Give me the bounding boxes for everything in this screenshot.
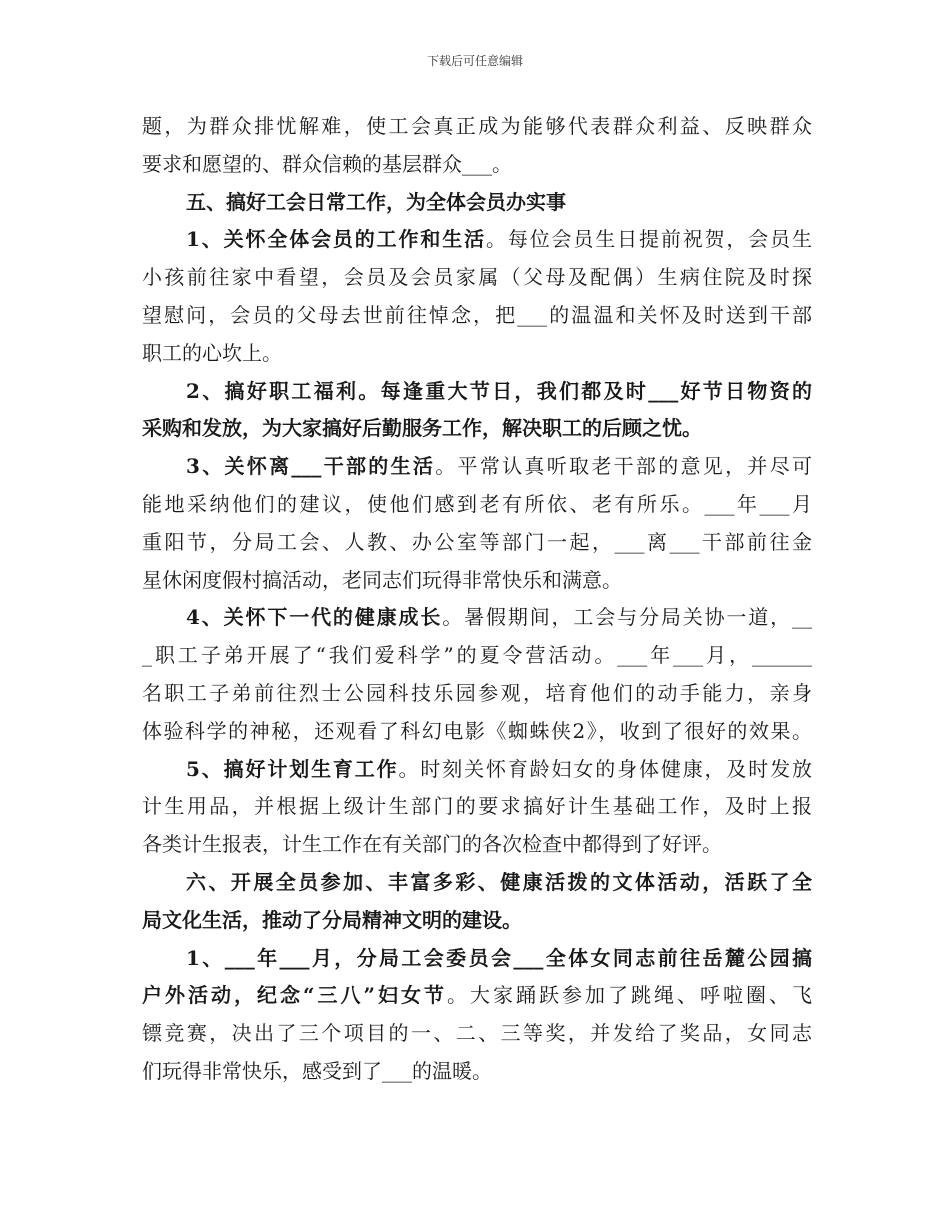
text-line: 镖竞赛，决出了三个项目的一、二、三等奖，并发给了奖品，女同志 <box>142 1021 812 1046</box>
text-line <box>142 599 812 637</box>
text-line: 职工的心坎上。 <box>142 340 282 365</box>
bold-run: 2、搞好职工福利。每逢重大节日，我们都及时___好节日物资的 <box>186 378 812 403</box>
text-line: 星休闲度假村搞活动，老同志们玩得非常快乐和满意。 <box>142 567 622 592</box>
plain-run: 。暑假期间，工会与分局关协一道，__ <box>442 605 812 630</box>
plain-run: 。大家踊跃参加了跳绳、呼啦圈、飞 <box>447 983 812 1008</box>
plain-run: 。每位会员生日提前祝贺，会员生 <box>485 227 812 252</box>
text-line: 要求和愿望的、群众信赖的基层群众___。 <box>142 151 512 176</box>
text-line <box>142 902 812 940</box>
bold-run: 4、关怀下一代的健康成长 <box>186 605 443 630</box>
bold-run: 1、关怀全体会员的工作和生活 <box>186 227 486 252</box>
text-line <box>142 410 812 448</box>
text-line: 各类计生报表，计生工作在有关部门的各次检查中都得到了好评。 <box>142 832 722 857</box>
bold-run: 户外活动，纪念“三八”妇女节 <box>142 983 447 1008</box>
text-line: _职工子弟开展了“我们爱科学”的夏令营活动。___年___月，______ <box>142 643 812 668</box>
text-line: 计生用品，并根据上级计生部门的要求搞好计生基础工作，及时上报 <box>142 794 812 819</box>
text-line: 望慰问，会员的父母去世前往悼念，把___的温温和关怀及时送到干部 <box>142 302 812 327</box>
bold-run: 五、搞好工会日常工作，为全体会员办实事 <box>186 189 566 214</box>
bold-run: 采购和发放，为大家搞好后勤服务工作，解决职工的后顾之忧。 <box>142 416 702 441</box>
text-line: 重阳节，分局工会、人教、办公室等部门一起，___离___干部前往金 <box>142 529 812 554</box>
text-line: 题，为群众排忧解难，使工会真正成为能够代表群众利益、反映群众 <box>142 114 812 138</box>
text-line <box>142 864 812 902</box>
document-body <box>142 108 812 1091</box>
bold-run: 1、___年___月，分局工会委员会___全体女同志前往岳麓公园搞 <box>186 945 812 970</box>
text-line: 能地采纳他们的建议，使他们感到老有所依、老有所乐。___年___月 <box>142 491 812 516</box>
bold-run: 局文化生活，推动了分局精神文明的建设。 <box>142 907 522 932</box>
text-line: 们玩得非常快乐，感受到了___的温暖。 <box>142 1058 492 1083</box>
bold-run: 六、开展全员参加、丰富多彩、健康活拨的文体活动，活跃了全 <box>186 869 812 894</box>
plain-run: 。平常认真听取老干部的意见，并尽可 <box>435 454 812 479</box>
text-line <box>142 448 812 486</box>
text-line: 体验科学的神秘，还观看了科幻电影《蜘蛛侠2》，收到了很好的效果。 <box>142 718 812 743</box>
text-line <box>142 221 812 259</box>
bold-run: 5、搞好计划生育工作 <box>186 756 399 781</box>
text-line <box>142 977 812 1015</box>
plain-run: 。时刻关怀育龄妇女的身体健康，及时发放 <box>398 756 812 781</box>
text-line: 名职工子弟前往烈士公园科技乐园参观，培育他们的动手能力，亲身 <box>142 680 812 705</box>
text-line <box>142 751 812 789</box>
text-line: 小孩前往家中看望，会员及会员家属（父母及配偶）生病住院及时探 <box>142 265 812 290</box>
text-line <box>142 940 812 978</box>
bold-run: 3、关怀离___干部的生活 <box>186 454 436 479</box>
page-header-note: 下载后可任意编辑 <box>426 54 523 68</box>
text-line <box>142 373 812 411</box>
text-line <box>142 184 812 222</box>
